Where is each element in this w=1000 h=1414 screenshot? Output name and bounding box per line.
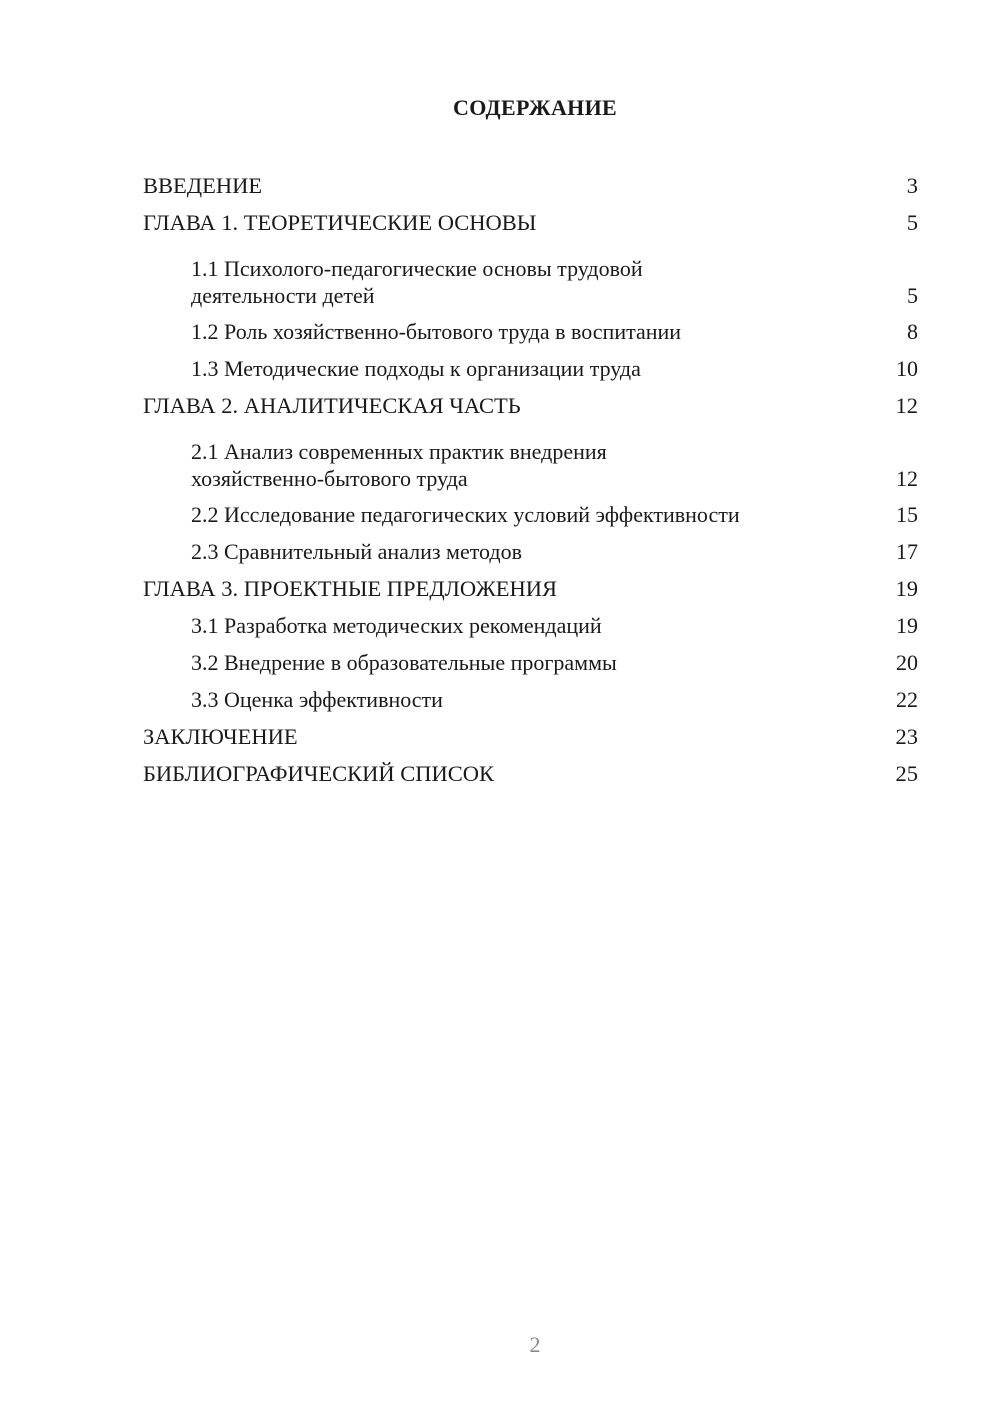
toc-entry-conclusion[interactable] (143, 718, 918, 755)
toc-entry-page: 5 (907, 283, 918, 308)
page-title: СОДЕРЖАНИЕ (453, 95, 617, 120)
toc-entry-label: 3.2 Внедрение в образовательные программы (191, 650, 617, 675)
toc-entry-page: 3 (906, 173, 918, 198)
toc-entry-label: 1.2 Роль хозяйственно-бытового труда в воспитании (191, 319, 682, 344)
toc-entry-page: 12 (895, 393, 918, 418)
toc-entry-label: ГЛАВА 3. ПРОЕКТНЫЕ ПРЕДЛОЖЕНИЯ (143, 576, 558, 601)
table-of-contents (143, 167, 918, 792)
toc-entry-section-3-3[interactable] (143, 681, 918, 718)
toc-entry-section-3-1[interactable] (143, 607, 918, 644)
toc-entry-page: 12 (896, 466, 918, 491)
toc-entry-section-2-1[interactable] (143, 428, 918, 492)
toc-entry-page: 20 (896, 650, 918, 675)
toc-entry-section-2-3[interactable] (143, 533, 918, 570)
toc-entry-chapter-2[interactable] (143, 387, 918, 424)
toc-entry-section-3-2[interactable] (143, 644, 918, 681)
toc-entry-label: ГЛАВА 1. ТЕОРЕТИЧЕСКИЕ ОСНОВЫ (143, 210, 537, 235)
toc-entry-section-1-1[interactable] (143, 245, 918, 309)
toc-entry-page: 22 (896, 687, 918, 712)
toc-entry-page: 19 (896, 613, 918, 638)
toc-entry-label: ВВЕДЕНИЕ (143, 173, 263, 198)
toc-entry-page: 19 (895, 576, 918, 601)
toc-entry-label: 3.3 Оценка эффективности (191, 687, 443, 712)
page-number: 2 (529, 1332, 541, 1357)
toc-entry-page: 5 (906, 210, 918, 235)
toc-entry-label: 1.1 Психолого-педагогические основы трудовой деятельности детей (191, 256, 643, 308)
toc-entry-label: 1.3 Методические подходы к организации труда (191, 356, 641, 381)
toc-entry-label: 2.1 Анализ современных практик внедрения хозяйственно-бытового труда (191, 439, 607, 491)
toc-entry-introduction[interactable] (143, 167, 918, 204)
toc-entry-page: 25 (895, 761, 918, 786)
toc-entry-label: 2.3 Сравнительный анализ методов (191, 539, 522, 564)
toc-entry-page: 8 (907, 319, 918, 344)
toc-entry-page: 17 (896, 539, 918, 564)
toc-entry-label: 3.1 Разработка методических рекомендаций (191, 613, 602, 638)
toc-entry-page: 10 (896, 356, 918, 381)
toc-entry-chapter-3[interactable] (143, 570, 918, 607)
toc-entry-page: 23 (895, 724, 918, 749)
toc-entry-section-1-3[interactable] (143, 350, 918, 387)
toc-entry-label: БИБЛИОГРАФИЧЕСКИЙ СПИСОК (143, 761, 495, 786)
toc-entry-page: 15 (896, 502, 918, 527)
toc-entry-section-1-2[interactable] (143, 313, 918, 350)
toc-entry-label: ЗАКЛЮЧЕНИЕ (143, 724, 298, 749)
toc-entry-section-2-2[interactable] (143, 496, 918, 533)
toc-entry-bibliography[interactable] (143, 755, 918, 792)
toc-entry-label: ГЛАВА 2. АНАЛИТИЧЕСКАЯ ЧАСТЬ (143, 393, 521, 418)
toc-entry-chapter-1[interactable] (143, 204, 918, 241)
toc-entry-label: 2.2 Исследование педагогических условий эффективности (191, 502, 740, 527)
